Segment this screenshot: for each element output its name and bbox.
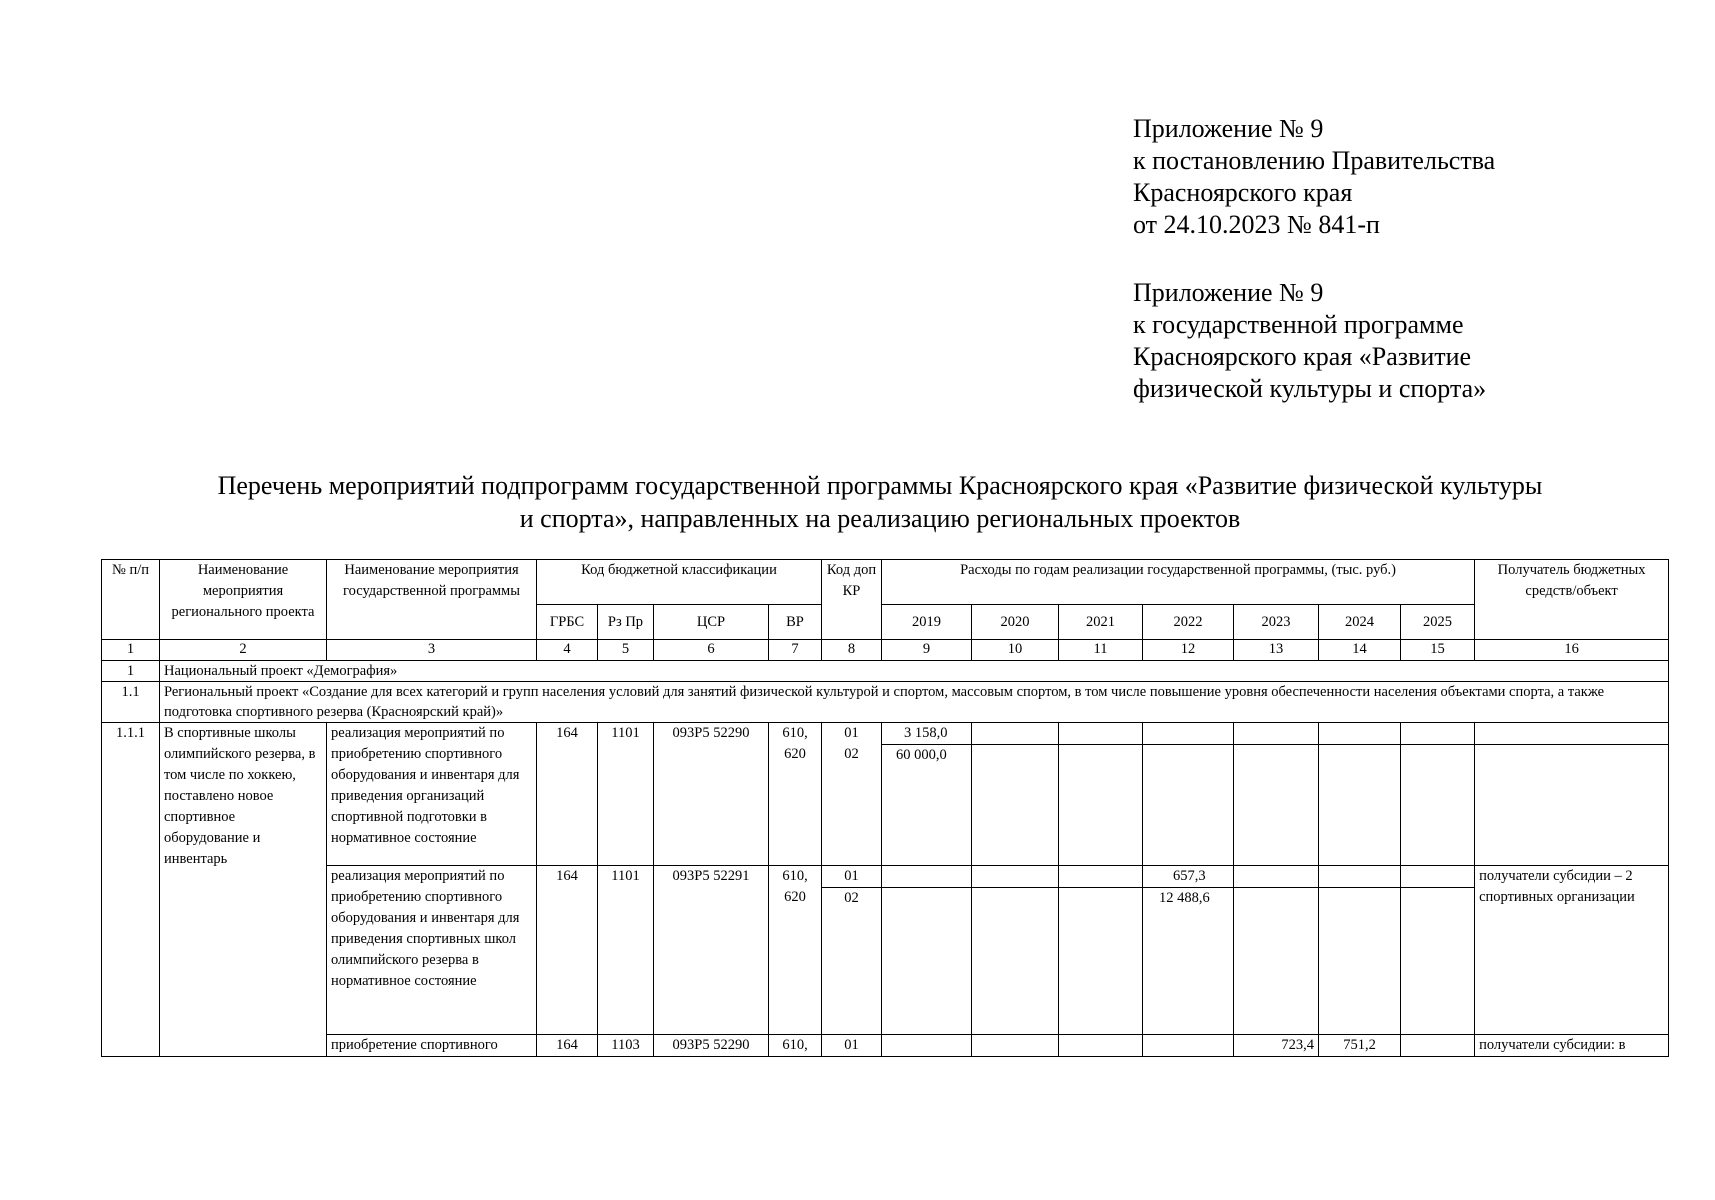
- table-header-row: [102, 560, 1669, 605]
- item-name: В спортивные школы олимпийского резерва, в том числе по хоккею, поставлено новое спортивное оборудование и инвентарь: [160, 723, 327, 1057]
- vr-cell: 610,: [769, 1035, 822, 1057]
- column-number: 6: [654, 640, 769, 661]
- column-number: 16: [1475, 640, 1669, 661]
- header-vr: ВР: [769, 605, 822, 640]
- header-year: 2022: [1143, 605, 1234, 640]
- rzpr-cell: 1101: [598, 723, 654, 866]
- amount: 3 158,0: [882, 723, 971, 745]
- header-expenses: Расходы по годам реализации государственной программы, (тыс. руб.): [882, 560, 1475, 605]
- table-row: [102, 866, 1669, 1035]
- header-event-name: Наименование мероприятия регионального проекта: [160, 560, 327, 640]
- document-title: [100, 469, 1660, 535]
- header-year: 2021: [1059, 605, 1143, 640]
- year-2025-cell: [1401, 723, 1475, 866]
- vr-value: 610,: [782, 725, 808, 741]
- column-number: 8: [822, 640, 882, 661]
- header-csr: ЦСР: [654, 605, 769, 640]
- vr-cell: [769, 866, 822, 1035]
- program-event-name: реализация мероприятий по приобретению спортивного оборудования и инвентаря для приведения спортивных школ олимпийского резерва в нормативное состояние: [327, 866, 537, 1035]
- item-num: 1.1.1: [102, 723, 160, 1057]
- column-number: 9: [882, 640, 972, 661]
- column-number: 3: [327, 640, 537, 661]
- year-2020-cell: [972, 866, 1059, 1035]
- header-num: № п/п: [102, 560, 160, 640]
- column-number: 11: [1059, 640, 1143, 661]
- column-number: 5: [598, 640, 654, 661]
- header-kod-dop-kr: Код доп КР: [822, 560, 882, 640]
- header-year: 2020: [972, 605, 1059, 640]
- csr-cell: 093P5 52290: [654, 723, 769, 866]
- year-2020-cell: [972, 1035, 1059, 1057]
- header-grbs: ГРБС: [537, 605, 598, 640]
- column-number: 10: [972, 640, 1059, 661]
- appendix-line: Красноярского края: [1133, 178, 1353, 207]
- appendix-line: от 24.10.2023 № 841-п: [1133, 210, 1380, 239]
- year-2024-cell: [1319, 866, 1401, 1035]
- table-row: [102, 723, 1669, 866]
- year-2022-cell: [1143, 723, 1234, 866]
- amount: 12 488,6: [1159, 890, 1210, 906]
- year-2019-cell: [882, 866, 972, 1035]
- kr-value: 01: [844, 725, 859, 741]
- grbs-cell: 164: [537, 723, 598, 866]
- recipient-cell: получатели субсидии: в: [1475, 1035, 1669, 1057]
- national-project-row: [102, 661, 1669, 682]
- events-table: [101, 559, 1669, 1057]
- year-2019-cell: [882, 723, 972, 866]
- year-2023-cell: [1234, 723, 1319, 866]
- table-row: [102, 1035, 1669, 1057]
- year-2022-cell: [1143, 866, 1234, 1035]
- column-number: 4: [537, 640, 598, 661]
- amount: 723,4: [1234, 1035, 1319, 1057]
- header-year: 2025: [1401, 605, 1475, 640]
- column-number: 1: [102, 640, 160, 661]
- csr-cell: 093P5 52290: [654, 1035, 769, 1057]
- amount: 657,3: [1143, 866, 1233, 888]
- column-number: 7: [769, 640, 822, 661]
- amount: 751,2: [1319, 1035, 1401, 1057]
- appendix-line: физической культуры и спорта»: [1133, 374, 1487, 403]
- kr-cell: 01: [822, 1035, 882, 1057]
- year-2020-cell: [972, 723, 1059, 866]
- vr-value: 610,: [782, 868, 808, 884]
- column-number: 2: [160, 640, 327, 661]
- grbs-cell: 164: [537, 866, 598, 1035]
- year-2022-cell: [1143, 1035, 1234, 1057]
- amount: 60 000,0: [896, 747, 947, 763]
- program-event-name: приобретение спортивного: [327, 1035, 537, 1057]
- appendix-line: к постановлению Правительства: [1133, 146, 1496, 175]
- kr-value: 01: [822, 866, 881, 888]
- national-project-name: Национальный проект «Демография»: [160, 661, 1669, 682]
- section-num: 1: [102, 661, 160, 682]
- appendix-current-resolution: [1133, 113, 1495, 241]
- vr-value: 620: [784, 889, 806, 905]
- column-number: 12: [1143, 640, 1234, 661]
- kr-value: 02: [844, 890, 859, 906]
- appendix-line: к государственной программе: [1133, 310, 1464, 339]
- year-2025-cell: [1401, 866, 1475, 1035]
- appendix-program: [1133, 277, 1486, 405]
- vr-value: 620: [784, 746, 806, 762]
- regional-project-name: Региональный проект «Создание для всех категорий и групп населения условий для занятий физической культурой и спортом, массовым спортом, в том числе повышение уровня обеспеченности населения объектами спорта, а также подготовка спортивного резерва (Красноярский край)»: [160, 682, 1669, 723]
- year-2019-cell: [882, 1035, 972, 1057]
- year-2021-cell: [1059, 866, 1143, 1035]
- appendix-line: Приложение № 9: [1133, 278, 1324, 307]
- header-program-event-name: Наименование мероприятия государственной программы: [327, 560, 537, 640]
- column-number-row: [102, 640, 1669, 661]
- title-line-2: и спорта», направленных на реализацию региональных проектов: [519, 504, 1241, 533]
- rzpr-cell: 1101: [598, 866, 654, 1035]
- year-2025-cell: [1401, 1035, 1475, 1057]
- appendix-line: Красноярского края «Развитие: [1133, 342, 1472, 371]
- vr-cell: [769, 723, 822, 866]
- header-year: 2024: [1319, 605, 1401, 640]
- column-number: 14: [1319, 640, 1401, 661]
- header-rzpr: Рз Пр: [598, 605, 654, 640]
- title-line-1: Перечень мероприятий подпрограмм государственной программы Красноярского края «Развитие физической культуры: [217, 471, 1543, 500]
- rzpr-cell: 1103: [598, 1035, 654, 1057]
- kr-cell: [822, 723, 882, 866]
- year-2024-cell: [1319, 723, 1401, 866]
- header-budget-code: Код бюджетной классификации: [537, 560, 822, 605]
- recipient-cell: получатели субсидии – 2 спортивных организации: [1475, 866, 1669, 1035]
- year-2023-cell: [1234, 866, 1319, 1035]
- grbs-cell: 164: [537, 1035, 598, 1057]
- csr-cell: 093P5 52291: [654, 866, 769, 1035]
- column-number: 13: [1234, 640, 1319, 661]
- kr-value: 02: [844, 746, 859, 762]
- appendix-line: Приложение № 9: [1133, 114, 1324, 143]
- header-recipient: Получатель бюджетных средств/объект: [1475, 560, 1669, 640]
- year-2021-cell: [1059, 1035, 1143, 1057]
- year-2021-cell: [1059, 723, 1143, 866]
- kr-cell: [822, 866, 882, 1035]
- header-year: 2023: [1234, 605, 1319, 640]
- header-year: 2019: [882, 605, 972, 640]
- recipient-cell: [1475, 723, 1669, 866]
- regional-project-row: [102, 682, 1669, 723]
- column-number: 15: [1401, 640, 1475, 661]
- program-event-name: реализация мероприятий по приобретению спортивного оборудования и инвентаря для приведения организаций спортивной подготовки в нормативное состояние: [327, 723, 537, 866]
- section-num: 1.1: [102, 682, 160, 723]
